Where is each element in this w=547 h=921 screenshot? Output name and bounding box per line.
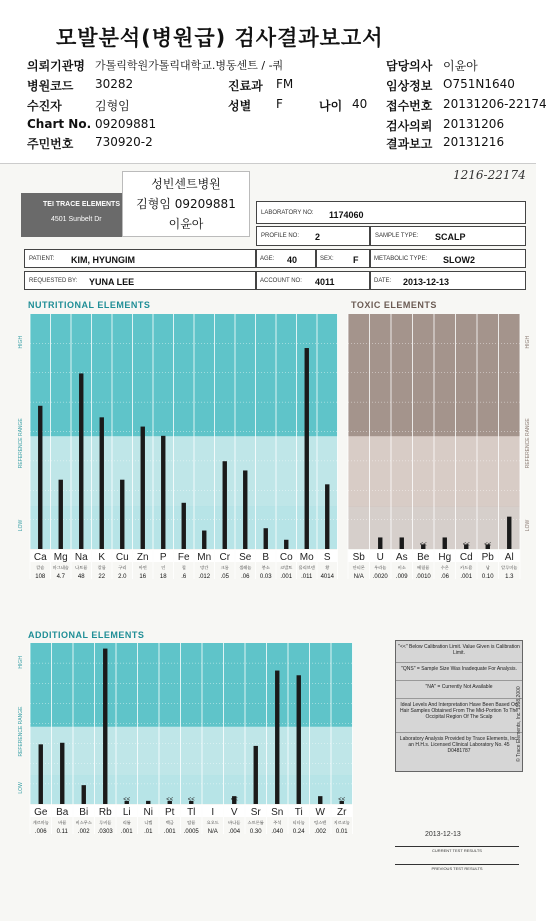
nutritional-value-b: 0.03 bbox=[259, 574, 272, 580]
toxic-below-limit-mark: << bbox=[484, 542, 492, 548]
additional-value-ni: .01 bbox=[144, 829, 153, 835]
additional-bar-sr bbox=[254, 746, 258, 804]
sex-box bbox=[316, 249, 370, 268]
hospital-stamp bbox=[122, 171, 250, 237]
additional-korean-name: 스트론튬 bbox=[247, 820, 264, 825]
nutritional-korean-name: 망간 bbox=[200, 565, 209, 570]
additional-symbol-pt: Pt bbox=[165, 807, 175, 818]
additional-value-li: .001 bbox=[120, 829, 133, 835]
nutritional-korean-name: 아연 bbox=[138, 565, 147, 570]
additional-value-bi: .002 bbox=[77, 829, 90, 835]
report-date-value: 20131216 bbox=[443, 135, 505, 149]
additional-value-rb: .0303 bbox=[97, 829, 113, 835]
additional-korean-name: 게르마늄 bbox=[32, 820, 49, 825]
additional-korean-name: 백금 bbox=[165, 820, 174, 825]
form-age-label: AGE: bbox=[260, 256, 275, 262]
additional-symbol-tl: Tl bbox=[187, 807, 196, 818]
toxic-bar-as bbox=[400, 537, 404, 549]
nutritional-value-na: 48 bbox=[77, 574, 85, 580]
nutritional-korean-name: 황 bbox=[325, 565, 330, 570]
form-patient-value: KIM, HYUNGIM bbox=[71, 255, 135, 265]
legend-below-limit: "<<" Below Calibration Limit. Value Given is Calibration Limit. bbox=[396, 641, 522, 663]
institution-value: 가톨릭학원가톨릭대학교.병동센트 / -쿼 bbox=[95, 59, 284, 72]
additional-reference-band bbox=[30, 727, 353, 775]
nutritional-bar-mn bbox=[202, 531, 206, 549]
receipt-value: 20131206-22174 bbox=[443, 97, 547, 111]
stamp-hospital: 성빈센트병원 bbox=[151, 177, 221, 191]
nutritional-reference-band bbox=[30, 436, 338, 507]
nutritional-axis-low: LOW bbox=[18, 519, 24, 532]
page-title: 모발분석(병원급) 검사결과보고서 bbox=[56, 26, 384, 50]
hospcode-value: 30282 bbox=[95, 77, 134, 91]
additional-symbol-rb: Rb bbox=[98, 807, 112, 818]
additional-korean-name: 요오드 bbox=[206, 820, 219, 825]
additional-bar-w bbox=[318, 796, 322, 804]
toxic-symbol-sb: Sb bbox=[352, 552, 365, 563]
nutritional-symbol-ca: Ca bbox=[33, 552, 47, 563]
legend-box bbox=[395, 640, 523, 772]
toxic-chart bbox=[346, 308, 536, 590]
nutritional-bar-cr bbox=[223, 461, 227, 549]
nutritional-value-zn: 16 bbox=[139, 574, 147, 580]
requested-label: REQUESTED BY: bbox=[29, 278, 78, 284]
nutritional-korean-name: 칼륨 bbox=[97, 565, 106, 570]
additional-bar-ba bbox=[60, 743, 64, 804]
nutritional-chart bbox=[0, 308, 346, 590]
nutritional-bar-p bbox=[161, 436, 165, 549]
additional-symbol-v: V bbox=[230, 807, 238, 818]
toxic-below-limit-mark: << bbox=[419, 542, 427, 548]
toxic-axis-high: HIGH bbox=[525, 335, 531, 349]
additional-below-limit-mark: << bbox=[187, 797, 195, 803]
metabolic-box bbox=[370, 249, 526, 268]
hospcode-label: 병원코드 bbox=[27, 79, 74, 93]
nutritional-bar-k bbox=[100, 417, 104, 549]
additional-korean-name: 지르코늄 bbox=[333, 820, 350, 825]
nutritional-value-cu: 2.0 bbox=[118, 574, 127, 580]
date-value: 2013-12-13 bbox=[403, 277, 450, 287]
toxic-korean-name: 안티몬 bbox=[352, 565, 365, 570]
nutritional-bar-zn bbox=[141, 427, 145, 549]
patient-box bbox=[24, 249, 256, 268]
metabolic-label: METABOLIC TYPE: bbox=[374, 256, 428, 262]
additional-korean-name: 비스무스 bbox=[75, 820, 92, 825]
toxic-symbol-u: U bbox=[376, 552, 384, 563]
additional-value-pt: .001 bbox=[163, 829, 176, 835]
footer-date: 2013-12-13 bbox=[425, 831, 461, 838]
additional-korean-name: 탈륨 bbox=[187, 820, 196, 825]
toxic-korean-name: 우라늄 bbox=[374, 565, 387, 570]
logo-address: 4501 Sunbelt Dr bbox=[51, 216, 102, 223]
nutritional-symbol-cr: Cr bbox=[219, 552, 231, 563]
toxic-bar-u bbox=[378, 537, 382, 549]
additional-value-sr: 0.30 bbox=[249, 829, 262, 835]
additional-korean-name: 텅스텐 bbox=[314, 820, 327, 825]
metabolic-value: SLOW2 bbox=[443, 255, 476, 265]
report-date-label: 결과보고 bbox=[386, 137, 433, 151]
additional-symbol-zr: Zr bbox=[337, 807, 347, 818]
additional-symbol-i: I bbox=[211, 807, 215, 818]
toxic-symbol-cd: Cd bbox=[459, 552, 473, 563]
additional-value-sn: .040 bbox=[271, 829, 284, 835]
additional-value-zr: 0.01 bbox=[335, 829, 348, 835]
dept-label: 진료과 bbox=[228, 79, 263, 93]
nutritional-korean-name: 칼슘 bbox=[36, 565, 45, 570]
nutritional-korean-name: 코발트 bbox=[280, 565, 293, 570]
requested-value: YUNA LEE bbox=[89, 277, 135, 287]
toxic-axis-reference: REFERENCE RANGE bbox=[525, 418, 531, 469]
footer-current: CURRENT TEST RESULTS bbox=[395, 846, 519, 853]
age-label: 나이 bbox=[319, 99, 343, 113]
nutritional-title: NUTRITIONAL ELEMENTS bbox=[28, 300, 151, 310]
handwritten-note: 1216-22174 bbox=[453, 168, 526, 182]
toxic-value-be: .0010 bbox=[415, 574, 431, 580]
sample-box bbox=[370, 226, 526, 246]
additional-bar-bi bbox=[82, 785, 86, 804]
nutritional-symbol-mn: Mn bbox=[197, 552, 212, 563]
profile-box bbox=[256, 226, 370, 246]
toxic-korean-name: 비소 bbox=[397, 565, 406, 570]
chart-label: Chart No. bbox=[27, 117, 92, 131]
additional-below-limit-mark: << bbox=[338, 797, 346, 803]
lab-no-label: LABORATORY NO: bbox=[261, 210, 314, 216]
toxic-value-cd: .001 bbox=[460, 574, 473, 580]
nutritional-axis-reference: REFERENCE RANGE bbox=[18, 418, 24, 469]
form-sex-label: SEX: bbox=[320, 256, 334, 262]
nutritional-korean-name: 마그네슘 bbox=[52, 565, 69, 570]
additional-korean-name: 티타늄 bbox=[292, 820, 305, 825]
toxic-value-hg: .06 bbox=[440, 574, 449, 580]
lab-no-value: 1174060 bbox=[329, 210, 364, 220]
toxic-symbol-al: Al bbox=[504, 552, 514, 563]
additional-symbol-ni: Ni bbox=[143, 807, 153, 818]
toxic-korean-name: 카드뮴 bbox=[460, 565, 473, 570]
toxic-symbol-be: Be bbox=[417, 552, 430, 563]
nutritional-korean-name: 나트륨 bbox=[75, 565, 88, 570]
nutritional-bar-mo bbox=[305, 348, 309, 549]
nutritional-bar-cu bbox=[120, 480, 124, 549]
lab-no-box bbox=[256, 201, 526, 224]
chart-value: 09209881 bbox=[95, 117, 157, 131]
toxic-below-limit-mark: << bbox=[462, 542, 470, 548]
nutritional-bar-b bbox=[264, 528, 268, 549]
toxic-symbol-hg: Hg bbox=[438, 552, 452, 563]
additional-korean-name: 주석 bbox=[273, 820, 282, 825]
nutritional-value-cr: .05 bbox=[220, 574, 229, 580]
nutritional-value-fe: .6 bbox=[181, 574, 187, 580]
clinical-value: O751N1640 bbox=[443, 77, 515, 91]
nutritional-value-k: 22 bbox=[98, 574, 106, 580]
account-label: ACCOUNT NO: bbox=[260, 278, 302, 284]
nutritional-bar-co bbox=[284, 540, 288, 549]
legend-qns: "QNS" = Sample Size Was Inadequate For Analysis. bbox=[396, 663, 522, 681]
receipt-label: 접수번호 bbox=[386, 99, 433, 113]
nutritional-bar-fe bbox=[182, 503, 186, 549]
date-label: DATE: bbox=[374, 278, 392, 284]
nutritional-bar-na bbox=[79, 373, 83, 549]
nutritional-symbol-co: Co bbox=[279, 552, 293, 563]
additional-bar-ti bbox=[297, 675, 301, 804]
nutritional-symbol-cu: Cu bbox=[115, 552, 129, 563]
stamp-doctor: 이윤아 bbox=[168, 217, 204, 231]
nutritional-value-mg: 4.7 bbox=[56, 574, 65, 580]
nutritional-bar-mg bbox=[59, 480, 63, 549]
profile-label: PROFILE NO: bbox=[261, 233, 300, 239]
doctor-value: 이윤아 bbox=[443, 59, 478, 73]
additional-korean-name: 니켈 bbox=[144, 820, 153, 825]
nutritional-korean-name: 인 bbox=[161, 565, 166, 570]
additional-symbol-li: Li bbox=[122, 807, 131, 818]
toxic-bar-hg bbox=[443, 537, 447, 549]
additional-symbol-ti: Ti bbox=[294, 807, 303, 818]
form-patient-label: PATIENT: bbox=[29, 256, 55, 262]
toxic-korean-name: 알루미늄 bbox=[501, 565, 518, 570]
nutritional-symbol-mo: Mo bbox=[299, 552, 314, 563]
additional-korean-name: 리튬 bbox=[122, 820, 131, 825]
requested-box bbox=[24, 271, 256, 290]
patient-label: 수진자 bbox=[27, 99, 62, 113]
age-value: 40 bbox=[352, 97, 368, 111]
ssn-label: 주민번호 bbox=[27, 137, 74, 151]
form-sex-value: F bbox=[353, 255, 359, 265]
additional-korean-name: 루비듐 bbox=[99, 820, 112, 825]
additional-symbol-ge: Ge bbox=[34, 807, 48, 818]
legend-lab: Laboratory Analysis Provided by Trace Elements, Inc. an H.H.s. Licensed Clinical Laboratory No. 45 D0481787 bbox=[399, 736, 519, 754]
footer-copyright: © Trace Elements, Inc. 1998,2000 bbox=[516, 686, 522, 762]
toxic-axis-low: LOW bbox=[525, 519, 531, 532]
ssn-value: 730920-2 bbox=[95, 135, 153, 149]
additional-symbol-sr: Sr bbox=[250, 807, 261, 818]
toxic-value-sb: N/A bbox=[353, 574, 364, 580]
additional-symbol-sn: Sn bbox=[271, 807, 284, 818]
nutritional-symbol-zn: Zn bbox=[136, 552, 149, 563]
additional-symbol-w: W bbox=[315, 807, 325, 818]
toxic-symbol-pb: Pb bbox=[481, 552, 494, 563]
nutritional-symbol-mg: Mg bbox=[53, 552, 68, 563]
stamp-patient: 김형임 09209881 bbox=[136, 197, 236, 211]
request-date-label: 검사의뢰 bbox=[386, 119, 433, 133]
nutritional-value-co: .001 bbox=[280, 574, 293, 580]
nutritional-value-se: .06 bbox=[241, 574, 250, 580]
nutritional-korean-name: 몰리브덴 bbox=[298, 565, 315, 570]
nutritional-symbol-s: S bbox=[323, 552, 331, 563]
toxic-korean-name: 수은 bbox=[440, 565, 449, 570]
additional-symbol-bi: Bi bbox=[79, 807, 89, 818]
profile-value: 2 bbox=[315, 232, 321, 242]
additional-korean-name: 바나듐 bbox=[228, 820, 241, 825]
additional-value-i: N/A bbox=[207, 829, 218, 835]
legend-ideal: Ideal Levels And Interpretation Have Been Based On Hair Samples Obtained From The Mid-Portion To The Occipital Region Of The Scalp bbox=[396, 699, 522, 733]
additional-bar-ni bbox=[146, 801, 150, 804]
form-age-value: 40 bbox=[287, 255, 298, 265]
nutritional-symbol-na: Na bbox=[74, 552, 88, 563]
nutritional-korean-name: 붕소 bbox=[261, 565, 270, 570]
additional-below-limit-mark: << bbox=[166, 797, 174, 803]
additional-below-limit-mark: << bbox=[123, 797, 131, 803]
nutritional-korean-name: 구리 bbox=[118, 565, 127, 570]
additional-bar-sn bbox=[275, 671, 279, 804]
toxic-value-u: .0020 bbox=[372, 574, 388, 580]
legend-na: "NA" = Currently Not Available bbox=[396, 681, 522, 699]
nutritional-axis-high: HIGH bbox=[18, 335, 24, 349]
account-value: 4011 bbox=[315, 277, 335, 287]
sample-label: SAMPLE TYPE: bbox=[375, 233, 419, 239]
nutritional-value-mo: .011 bbox=[301, 574, 313, 580]
toxic-value-pb: 0.10 bbox=[481, 574, 494, 580]
additional-value-tl: .0005 bbox=[183, 829, 199, 835]
nutritional-korean-name: 크롬 bbox=[220, 565, 229, 570]
toxic-korean-name: 베릴륨 bbox=[417, 565, 430, 570]
sample-value: SCALP bbox=[435, 232, 466, 242]
trace-elements-logo bbox=[21, 193, 125, 237]
toxic-title: TOXIC ELEMENTS bbox=[351, 300, 437, 310]
sex-label: 성별 bbox=[228, 99, 252, 113]
nutritional-value-mn: .012 bbox=[198, 574, 211, 580]
toxic-value-as: .009 bbox=[395, 574, 408, 580]
nutritional-korean-name: 철 bbox=[181, 565, 186, 570]
logo-brand: TEI TRACE ELEMENTS bbox=[43, 201, 121, 208]
nutritional-symbol-fe: Fe bbox=[177, 552, 190, 563]
nutritional-bar-se bbox=[243, 470, 247, 549]
nutritional-symbol-b: B bbox=[262, 552, 270, 563]
nutritional-symbol-se: Se bbox=[239, 552, 252, 563]
request-date-value: 20131206 bbox=[443, 117, 505, 131]
additional-axis-high: HIGH bbox=[18, 656, 24, 669]
patient-value: 김형임 bbox=[95, 99, 130, 113]
additional-value-ge: .006 bbox=[34, 829, 47, 835]
additional-value-v: .004 bbox=[228, 829, 241, 835]
nutritional-korean-name: 셀레늄 bbox=[239, 565, 252, 570]
additional-value-ba: 0.11 bbox=[56, 829, 68, 835]
additional-title: ADDITIONAL ELEMENTS bbox=[28, 630, 145, 640]
additional-korean-name: 바륨 bbox=[58, 820, 67, 825]
nutritional-bar-s bbox=[325, 484, 329, 549]
footer-previous: PREVIOUS TEST RESULTS bbox=[395, 864, 519, 871]
nutritional-value-p: 18 bbox=[159, 574, 167, 580]
additional-axis-reference: REFERENCE RANGE bbox=[18, 706, 24, 757]
institution-label: 의뢰기관명 bbox=[27, 59, 85, 73]
additional-bar-rb bbox=[103, 649, 107, 804]
additional-below-limit-mark: << bbox=[230, 797, 238, 803]
nutritional-symbol-k: K bbox=[98, 552, 106, 563]
doctor-label: 담당의사 bbox=[386, 59, 433, 73]
toxic-bar-al bbox=[507, 517, 511, 549]
nutritional-symbol-p: P bbox=[159, 552, 167, 563]
toxic-value-al: 1.3 bbox=[505, 574, 514, 580]
date-box bbox=[370, 271, 526, 290]
sex-value: F bbox=[276, 97, 283, 111]
additional-axis-low: LOW bbox=[18, 782, 24, 794]
toxic-korean-name: 납 bbox=[485, 565, 490, 570]
nutritional-bar-ca bbox=[38, 406, 42, 549]
nutritional-value-s: 4014 bbox=[320, 574, 334, 580]
additional-bar-ge bbox=[39, 744, 43, 804]
additional-chart bbox=[0, 637, 390, 847]
toxic-symbol-as: As bbox=[395, 552, 408, 563]
additional-value-w: .002 bbox=[314, 829, 327, 835]
nutritional-value-ca: 108 bbox=[35, 574, 46, 580]
dept-value: FM bbox=[276, 77, 294, 91]
age-box bbox=[256, 249, 316, 268]
additional-value-ti: 0.24 bbox=[292, 829, 305, 835]
account-box bbox=[256, 271, 370, 290]
clinical-label: 임상정보 bbox=[386, 79, 433, 93]
additional-symbol-ba: Ba bbox=[56, 807, 69, 818]
